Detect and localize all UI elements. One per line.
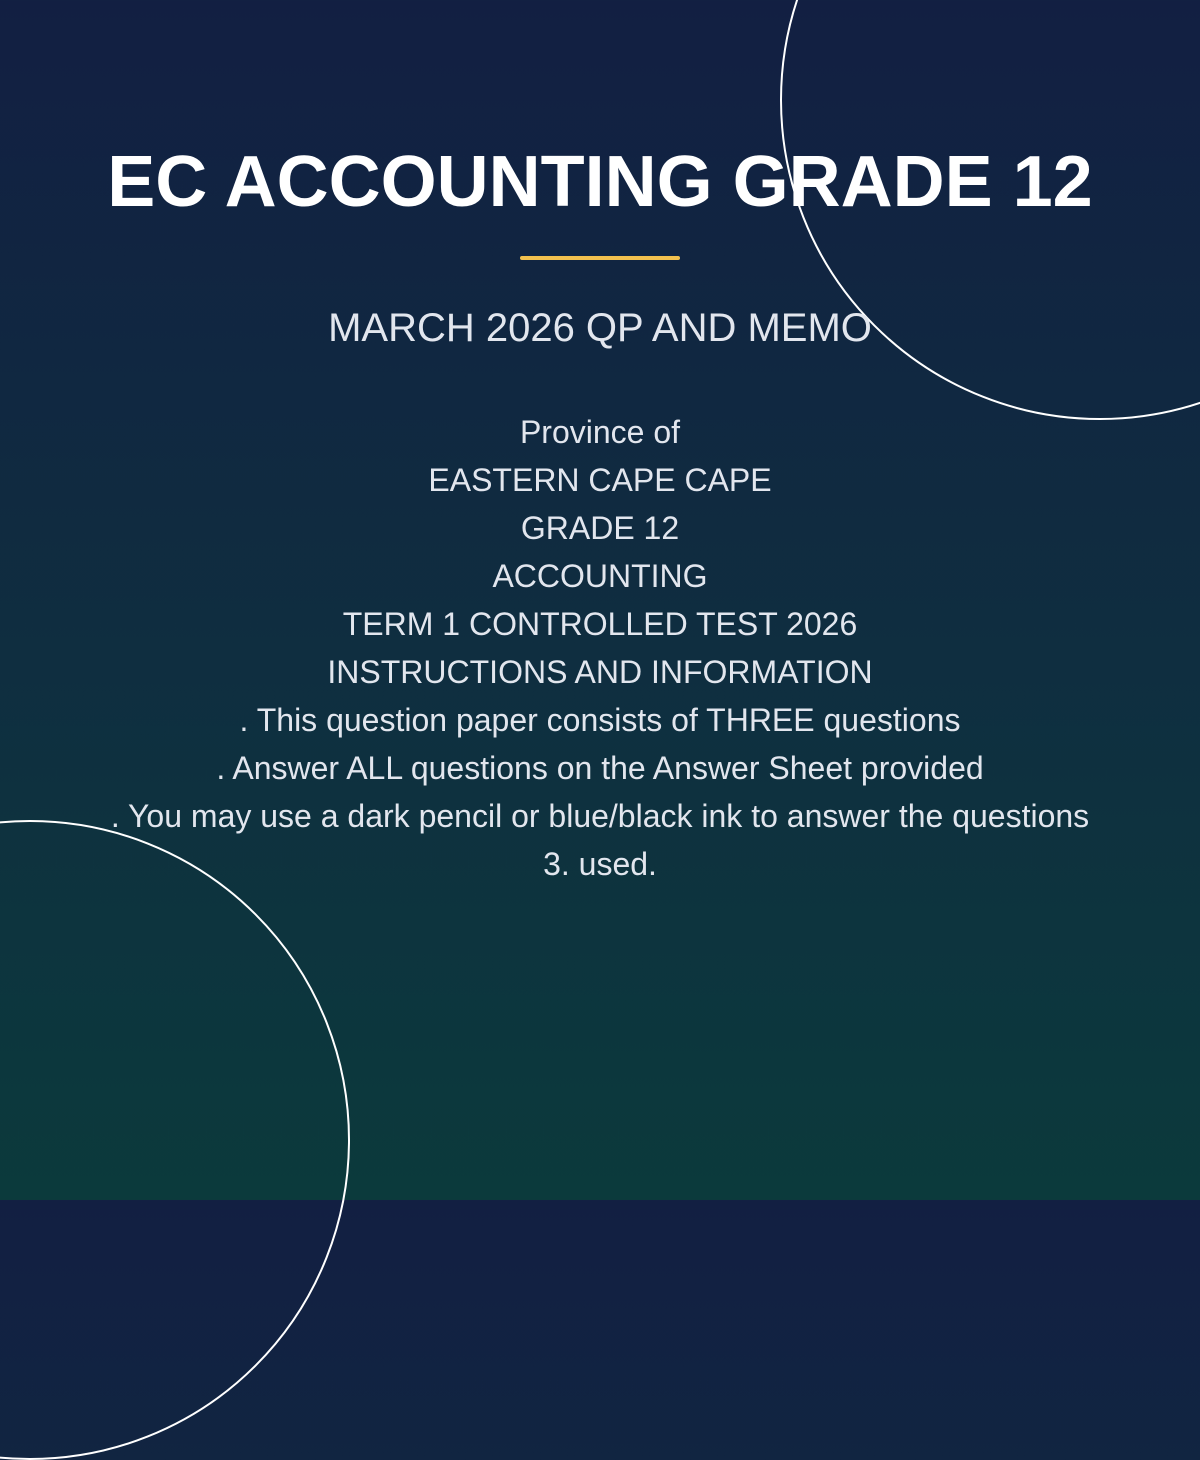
page-title: EC ACCOUNTING GRADE 12 bbox=[107, 142, 1093, 222]
decorative-circle-bottom-left bbox=[0, 820, 350, 1460]
accent-divider bbox=[520, 256, 680, 260]
cover-content bbox=[100, 138, 1100, 888]
body-text bbox=[100, 408, 1100, 888]
body-line-subject: ACCOUNTING bbox=[492, 558, 708, 594]
body-line-instruction-2: . Answer ALL questions on the Answer Sheet provided bbox=[216, 750, 984, 786]
body-line-instruction-1: . This question paper consists of THREE questions bbox=[239, 702, 961, 738]
body-line-instruction-4: 3. used. bbox=[543, 846, 657, 882]
body-line-grade: GRADE 12 bbox=[520, 510, 680, 546]
body-line-test: TERM 1 CONTROLLED TEST 2026 bbox=[342, 606, 858, 642]
page-subtitle: MARCH 2026 QP AND MEMO bbox=[328, 306, 872, 350]
body-line-province: Province of bbox=[519, 414, 681, 450]
body-line-instruction-3: . You may use a dark pencil or blue/black ink to answer the questions bbox=[110, 798, 1090, 834]
body-line-instructions-heading: INSTRUCTIONS AND INFORMATION bbox=[327, 654, 873, 690]
body-line-region: EASTERN CAPE CAPE bbox=[428, 462, 772, 498]
